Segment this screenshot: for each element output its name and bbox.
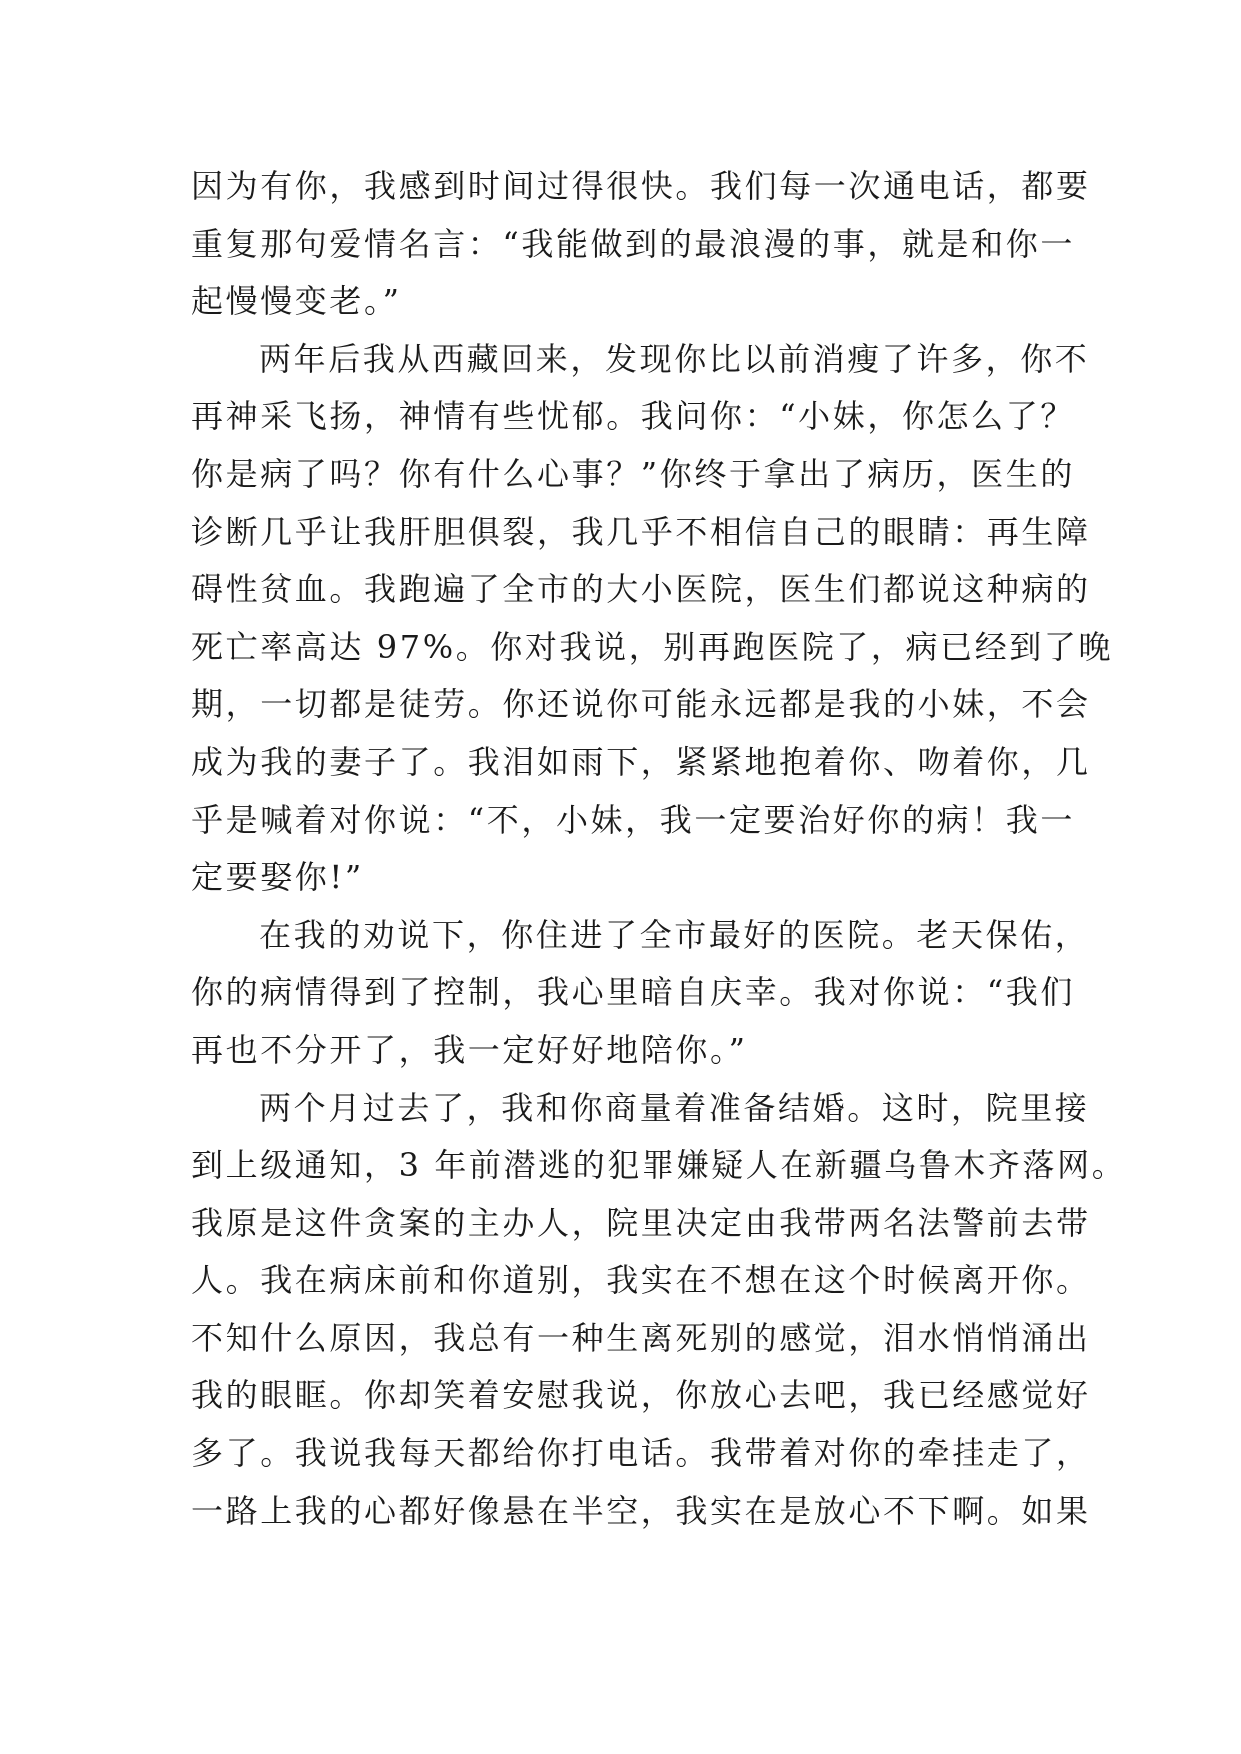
text-line: 碍性贫血。我跑遍了全市的大小医院，医生们都说这种病的	[191, 570, 1091, 609]
text-line: 死亡率高达 97%。你对我说，别再跑医院了，病已经到了晚	[191, 627, 1114, 666]
text-line: 你的病情得到了控制，我心里暗自庆幸。我对你说：“我们	[191, 973, 1075, 1012]
text-line: 人。我在病床前和你道别，我实在不想在这个时候离开你。	[191, 1261, 1091, 1300]
text-line: 我原是这件贪案的主办人，院里决定由我带两名法警前去带	[191, 1203, 1091, 1242]
text-line: 诊断几乎让我肝胆俱裂，我几乎不相信自己的眼睛：再生障	[191, 512, 1091, 551]
text-line: 因为有你，我感到时间过得很快。我们每一次通电话，都要	[191, 167, 1091, 205]
text-line: 定要娶你!”	[191, 858, 364, 897]
text-line: 期，一切都是徒劳。你还说你可能永远都是我的小妹，不会	[191, 685, 1091, 724]
text-line: 两个月过去了，我和你商量着准备结婚。这时，院里接	[259, 1088, 1090, 1127]
body-text	[191, 158, 1127, 1540]
text-line: 再神采飞扬，神情有些忧郁。我问你：“小妹，你怎么了？	[191, 397, 1075, 436]
text-line: 起慢慢变老。”	[191, 282, 402, 321]
text-line: 再也不分开了，我一定好好地陪你。”	[191, 1030, 748, 1069]
text-line: 多了。我说我每天都给你打电话。我带着对你的牵挂走了，	[191, 1434, 1091, 1473]
text-line: 一路上我的心都好像悬在半空，我实在是放心不下啊。如果	[191, 1491, 1091, 1530]
text-line: 在我的劝说下，你住进了全市最好的医院。老天保佑，	[259, 915, 1090, 954]
text-line: 成为我的妻子了。我泪如雨下，紧紧地抱着你、吻着你，几	[191, 742, 1091, 781]
text-line: 两年后我从西藏回来，发现你比以前消瘦了许多，你不	[259, 339, 1090, 378]
text-line: 我的眼眶。你却笑着安慰我说，你放心去吧，我已经感觉好	[191, 1376, 1091, 1415]
text-line: 不知什么原因，我总有一种生离死别的感觉，泪水悄悄涌出	[191, 1318, 1091, 1357]
text-line: 乎是喊着对你说：“不，小妹，我一定要治好你的病！我一	[191, 800, 1075, 839]
text-line: 重复那句爱情名言：“我能做到的最浪漫的事，就是和你一	[191, 224, 1075, 263]
text-line: 你是病了吗？你有什么心事？”你终于拿出了病历，医生的	[191, 454, 1075, 493]
text-line: 到上级通知，3 年前潜逃的犯罪嫌疑人在新疆乌鲁木齐落网。	[191, 1146, 1127, 1185]
